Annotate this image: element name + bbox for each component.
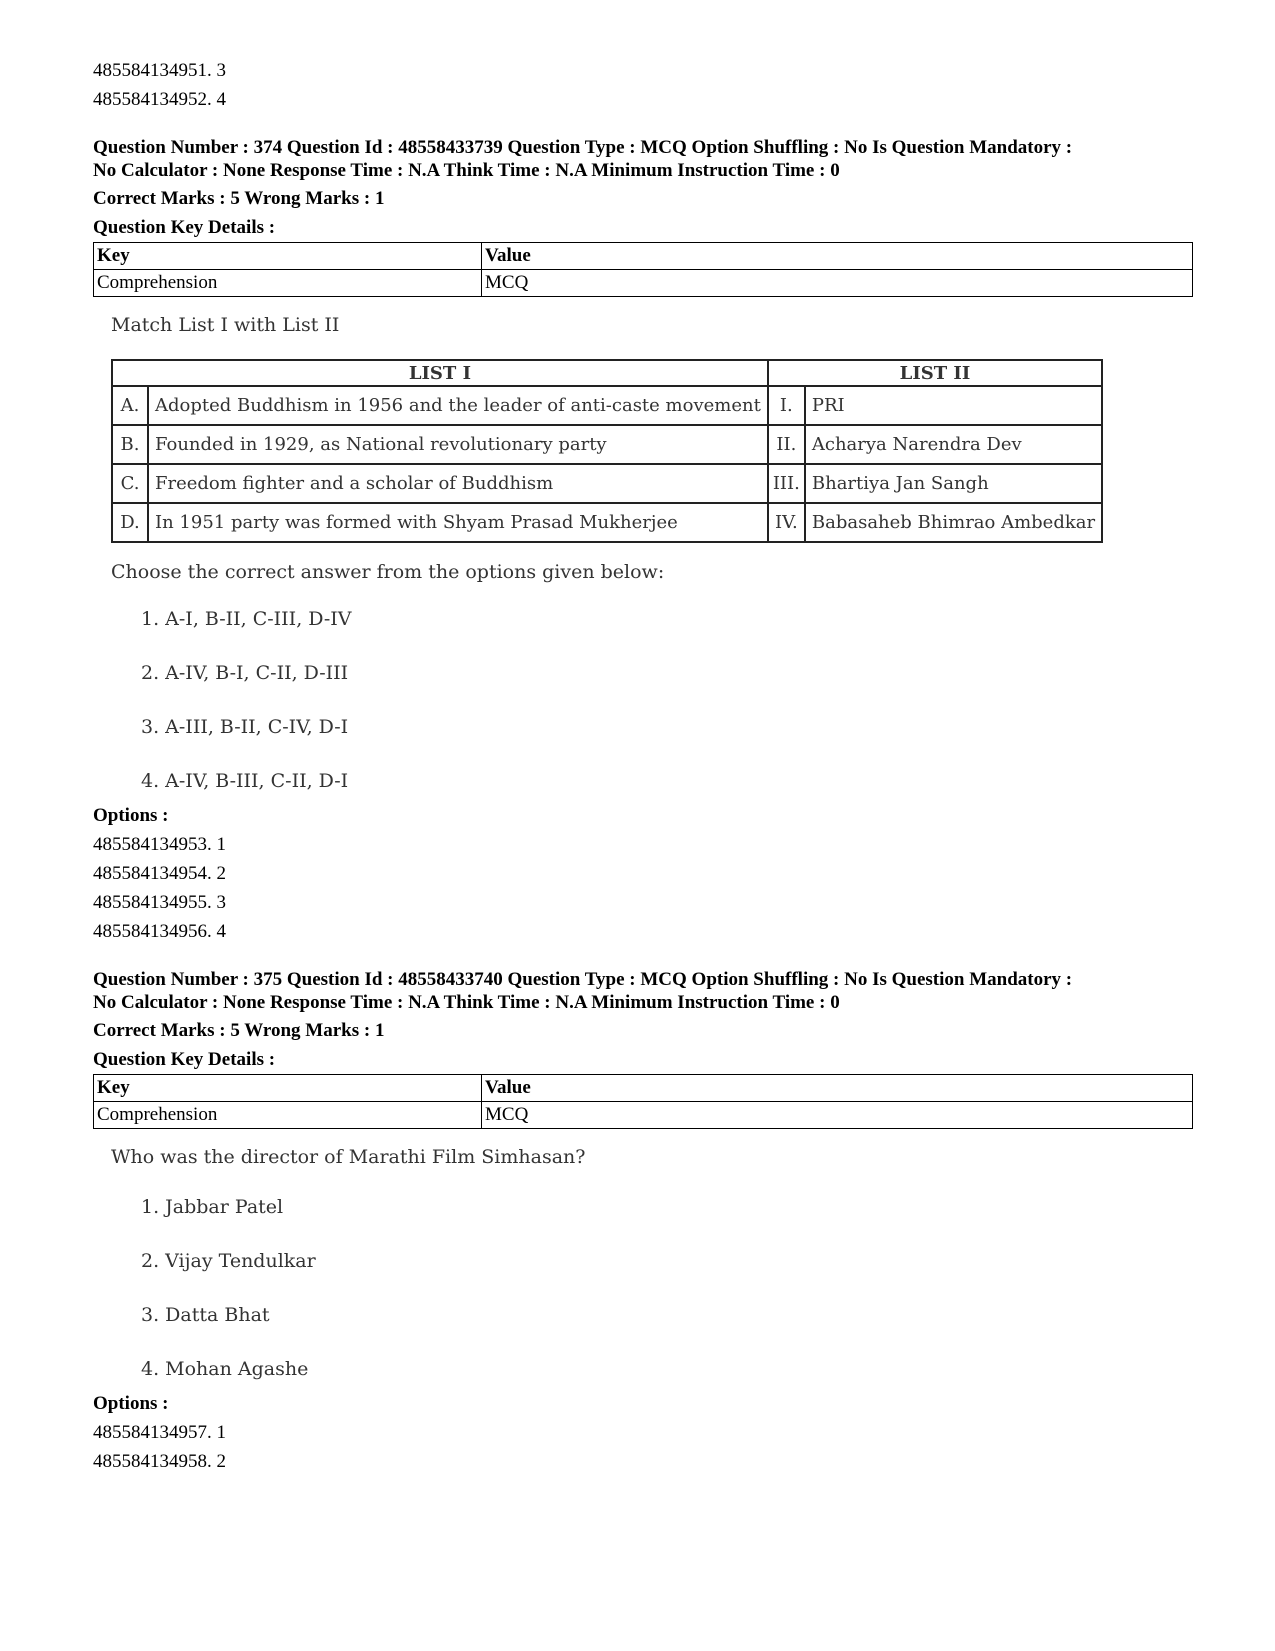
table-row [112,425,1102,464]
list2-label: I. [768,386,805,425]
question-375 [93,968,1193,1476]
question-header [93,968,1193,1014]
value-cell: MCQ [482,270,1193,297]
answer-choice: 2. A-IV, B-I, C-II, D-III [141,662,349,684]
table-row [94,1075,1193,1102]
answer-choice: 2. Vijay Tendulkar [141,1250,316,1272]
key-details-table [93,242,1193,297]
list2-label: II. [768,425,805,464]
list1-item: In 1951 party was formed with Shyam Prasad Mukherjee [148,503,768,542]
marks-line: Correct Marks : 5 Wrong Marks : 1 [93,188,385,209]
document-page [93,56,1193,1476]
question-header-line2: No Calculator : None Response Time : N.A Think Time : N.A Minimum Instruction Time : 0 [93,160,840,181]
question-header-line1: Question Number : 374 Question Id : 48558433739 Question Type : MCQ Option Shuffling : No Is Question Mandatory : [93,137,1073,158]
list1-item: Freedom fighter and a scholar of Buddhism [148,464,768,503]
list1-label: B. [112,425,148,464]
list1-item: Founded in 1929, as National revolutionary party [148,425,768,464]
option-line: 485584134951. 3 [93,60,226,81]
list2-item: Acharya Narendra Dev [805,425,1102,464]
key-cell: Comprehension [94,270,482,297]
option-line: 485584134953. 1 [93,834,226,855]
option-line: 485584134956. 4 [93,921,226,942]
table-row [94,270,1193,297]
option-line: 485584134958. 2 [93,1451,226,1472]
question-header-line2: No Calculator : None Response Time : N.A Think Time : N.A Minimum Instruction Time : 0 [93,992,840,1013]
answer-choices [141,1193,1193,1389]
list1-label: A. [112,386,148,425]
table-row [94,1102,1193,1129]
list2-label: IV. [768,503,805,542]
question-text: Match List I with List II [111,314,340,336]
key-header: Key [94,243,482,270]
match-list-table [111,359,1103,543]
list1-header: LIST I [112,360,768,386]
table-row [112,386,1102,425]
question-header [93,136,1193,182]
key-details-table [93,1074,1193,1129]
choose-instruction: Choose the correct answer from the options given below: [111,561,665,583]
option-line: 485584134957. 1 [93,1422,226,1443]
value-cell: MCQ [482,1102,1193,1129]
options-label: Options : [93,1393,169,1414]
option-line: 485584134955. 3 [93,892,226,913]
option-line: 485584134954. 2 [93,863,226,884]
list1-label: D. [112,503,148,542]
answer-choice: 4. Mohan Agashe [141,1358,309,1380]
answer-choices [141,605,1193,801]
table-row [94,243,1193,270]
table-row [112,503,1102,542]
marks-line: Correct Marks : 5 Wrong Marks : 1 [93,1020,385,1041]
key-details-label: Question Key Details : [93,217,276,238]
list2-label: III. [768,464,805,503]
list2-item: Bhartiya Jan Sangh [805,464,1102,503]
option-line: 485584134952. 4 [93,89,226,110]
key-header: Key [94,1075,482,1102]
question-374 [93,136,1193,946]
question-text: Who was the director of Marathi Film Simhasan? [111,1146,586,1168]
answer-choice: 3. Datta Bhat [141,1304,270,1326]
answer-choice: 1. A-I, B-II, C-III, D-IV [141,608,352,630]
options-label: Options : [93,805,169,826]
list2-header: LIST II [768,360,1102,386]
list1-item: Adopted Buddhism in 1956 and the leader of anti-caste movement [148,386,768,425]
value-header: Value [482,1075,1193,1102]
answer-choice: 3. A-III, B-II, C-IV, D-I [141,716,349,738]
list2-item: PRI [805,386,1102,425]
value-header: Value [482,243,1193,270]
answer-choice: 4. A-IV, B-III, C-II, D-I [141,770,349,792]
question-header-line1: Question Number : 375 Question Id : 48558433740 Question Type : MCQ Option Shuffling : No Is Question Mandatory : [93,969,1073,990]
table-row [112,360,1102,386]
list1-label: C. [112,464,148,503]
table-row [112,464,1102,503]
list2-item: Babasaheb Bhimrao Ambedkar [805,503,1102,542]
previous-options [93,56,1193,114]
key-cell: Comprehension [94,1102,482,1129]
key-details-label: Question Key Details : [93,1049,276,1070]
answer-choice: 1. Jabbar Patel [141,1196,284,1218]
